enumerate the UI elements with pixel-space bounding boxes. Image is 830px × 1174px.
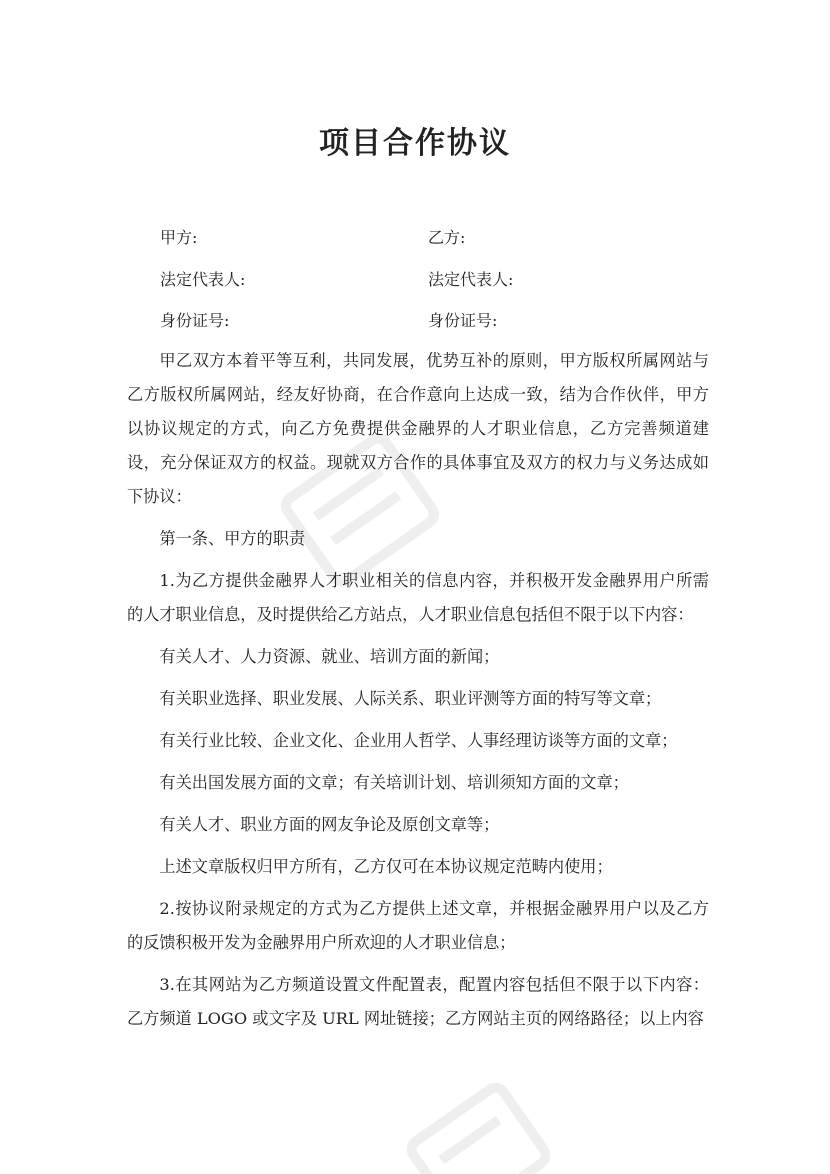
party-b-rep-label: 法定代表人: (428, 270, 514, 289)
article-heading: 第一条、甲方的职责 (159, 529, 306, 548)
party-b-label: 乙方: (428, 228, 466, 247)
list-item: 有关人才、人力资源、就业、培训方面的新闻； (159, 647, 500, 666)
list-item: 有关行业比较、企业文化、企业用人哲学、人事经理访谈等方面的文章； (159, 731, 678, 750)
id-number-row (160, 308, 720, 334)
preamble-paragraph: 甲乙双方本着平等互利，共同发展，优势互补的原则，甲方版权所属网站与乙方版权所属网站，经友好协商，在合作意向上达成一致，结为合作伙伴，甲方以协议规定的方式，向乙方免费提供金融界的人才职业信息，乙方完善频道建设，充分保证双方的权益。现就双方合作的具体事宜及双方的权力与义务达成如下协议： (127, 351, 709, 506)
party-a-id-label: 身份证号: (160, 311, 230, 330)
list-item: 有关出国发展方面的文章；有关培训计划、培训须知方面的文章； (159, 773, 629, 792)
list-item: 有关人才、职业方面的网友争论及原创文章等； (159, 815, 500, 834)
clause-paragraph: 2.按协议附录规定的方式为乙方提供上述文章，并根据金融界用户以及乙方的反馈积极开发为金融界用户所欢迎的人才职业信息； (127, 899, 709, 952)
list-item: 有关职业选择、职业发展、人际关系、职业评测等方面的特写等文章； (159, 689, 662, 708)
document-title: 项目合作协议 (319, 126, 511, 161)
watermark-icon (390, 1080, 550, 1174)
party-a-rep-label: 法定代表人: (160, 270, 246, 289)
agreement-body (127, 344, 709, 1044)
party-name-row (160, 225, 720, 251)
party-b-id-label: 身份证号: (428, 311, 498, 330)
clause-paragraph: 3.在其网站为乙方频道设置文件配置表，配置内容包括但不限于以下内容：乙方频道 LOGO 或文字及 URL 网址链接；乙方网站主页的网络路径；以上内容 (127, 975, 709, 1028)
clause-paragraph: 1.为乙方提供金融界人才职业相关的信息内容，并积极开发金融界用户所需的人才职业信息，及时提供给乙方站点，人才职业信息包括但不限于以下内容： (127, 571, 709, 624)
party-a-label: 甲方: (160, 228, 198, 247)
legal-rep-row (160, 267, 720, 293)
clause-paragraph: 上述文章版权归甲方所有，乙方仅可在本协议规定范畴内使用； (159, 857, 613, 876)
